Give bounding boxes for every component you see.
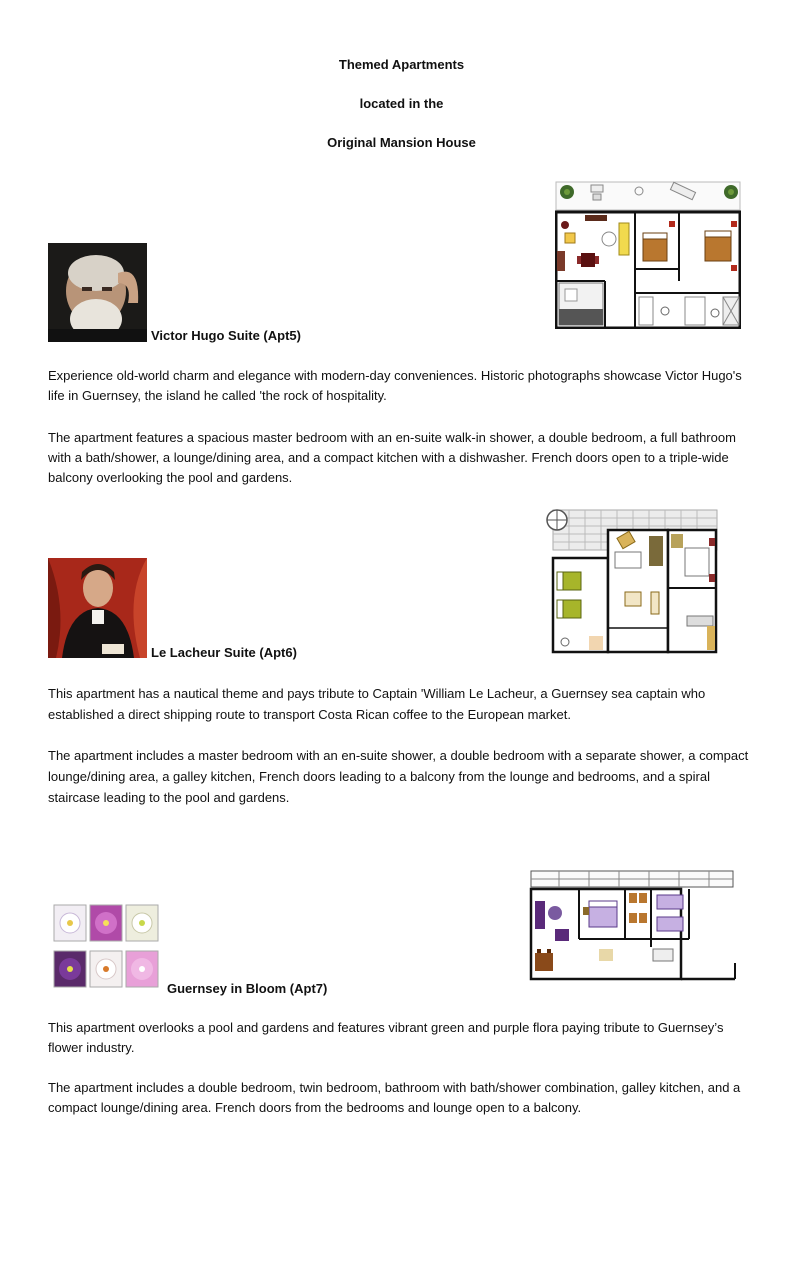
suite-title-apt7: Guernsey in Bloom (Apt7): [167, 981, 328, 996]
victor-hugo-portrait: [48, 243, 147, 342]
suite-title-apt5: Victor Hugo Suite (Apt5): [151, 328, 301, 343]
apt5-floorplan: [555, 181, 741, 329]
title-line-2: located in the: [359, 96, 444, 111]
title-line-1: Themed Apartments: [338, 57, 465, 72]
flower-stamps: [52, 903, 160, 991]
apt5-description: Experience old-world charm and elegance with modern-day conveniences. Historic photographs showcase Victor Hugo's life in Guernsey, the island he called 'the rock of hospitality.: [48, 368, 742, 403]
apt7-description: This apartment overlooks a pool and gardens and features vibrant green and purple flora paying tribute to Guernsey’s flower industry.: [48, 1020, 724, 1055]
apt6-description: This apartment has a nautical theme and pays tribute to Captain 'William Le Lacheur, a Guernsey sea captain who established a direct shipping route to transport Costa Rican coffee to the European market.: [48, 686, 706, 722]
apt6-features: The apartment includes a master bedroom with an en-suite shower, a double bedroom with a separate shower, a compact lounge/dining area, a galley kitchen, French doors leading to a balcony from the lounge and bedrooms, and a spiral staircase leading to the pool and gardens.: [48, 748, 749, 805]
apt6-floorplan: [545, 508, 723, 655]
le-lacheur-portrait: [48, 558, 147, 658]
apt7-features: The apartment includes a double bedroom, twin bedroom, bathroom with bath/shower combination, galley kitchen, and a compact lounge/dining area. French doors from the bedrooms and lounge open to a balcony.: [48, 1080, 741, 1115]
suite-title-apt6: Le Lacheur Suite (Apt6): [151, 645, 297, 660]
apt7-floorplan: [529, 869, 737, 983]
apt5-features: The apartment features a spacious master bedroom with an en-suite walk-in shower, a double bedroom, a full bathroom with a bath/shower, a lounge/dining area, and a compact kitchen with a dishwasher. French doors open to a triple-wide balcony overlooking the pool and gardens.: [48, 430, 736, 485]
title-line-3: Original Mansion House: [327, 135, 476, 150]
